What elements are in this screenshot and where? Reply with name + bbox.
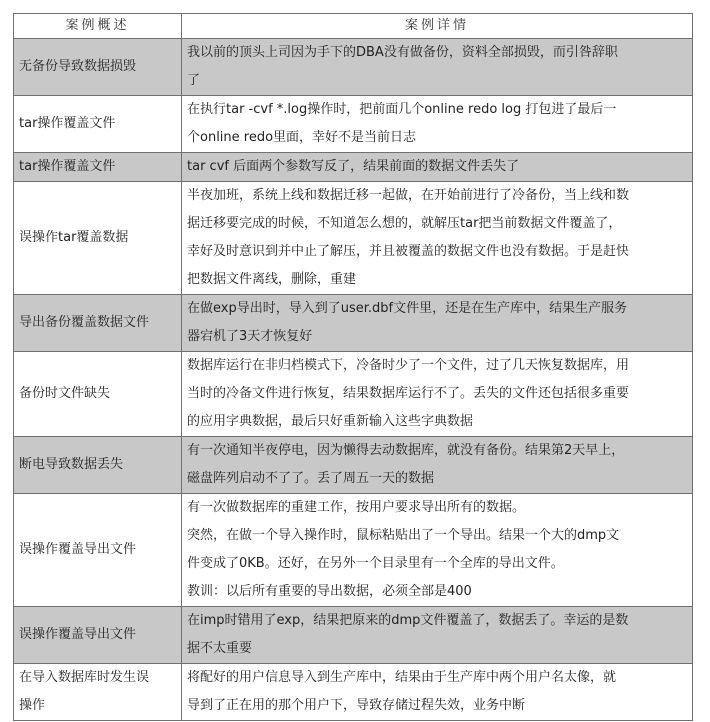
case-overview — [14, 494, 182, 607]
case-overview — [14, 607, 182, 664]
detail-line: 据迁移要完成的时候，不知道怎么想的，就解压tar把当前数据文件覆盖了， — [187, 216, 622, 231]
overview-line: 操作 — [19, 698, 46, 713]
case-detail — [182, 295, 693, 352]
case-rows — [14, 39, 693, 721]
table-row — [14, 437, 693, 494]
detail-line: 在imp时错用了exp，结果把原来的dmp文件覆盖了，数据丢了。幸运的是数 — [187, 613, 629, 628]
case-detail — [182, 664, 693, 721]
case-overview — [14, 437, 182, 494]
detail-line: tar cvf 后面两个参数写反了，结果前面的数据文件丢失了 — [187, 159, 520, 174]
detail-line: 有一次通知半夜停电，因为懒得去动数据库，就没有备份。结果第2天早上， — [187, 443, 625, 458]
detail-line: 导到了正在用的那个用户下，导致存储过程失效，业务中断 — [187, 698, 526, 713]
detail-line: 个online redo里面，幸好不是当前日志 — [187, 130, 417, 145]
header-row — [14, 14, 693, 39]
table-row — [14, 39, 693, 96]
header-overview: 案例概述 — [14, 14, 182, 39]
detail-line: 我以前的顶头上司因为手下的DBA没有做备份，资料全部损毁，而引咎辞职 — [187, 45, 618, 60]
detail-line: 器宕机了3天才恢复好 — [187, 329, 313, 344]
overview-line: tar操作覆盖文件 — [19, 116, 116, 131]
case-overview — [14, 39, 182, 96]
table-row — [14, 153, 693, 182]
overview-line: tar操作覆盖文件 — [19, 159, 116, 174]
detail-line: 突然，在做一个导入操作时，鼠标粘贴出了一个导出。结果一个大的dmp文 — [187, 528, 620, 543]
overview-line: 在导入数据库时发生误 — [19, 670, 150, 685]
case-detail — [182, 437, 693, 494]
table-row — [14, 96, 693, 153]
detail-line: 件变成了0KB。还好，在另外一个目录里有一个全库的导出文件。 — [187, 556, 564, 571]
case-overview — [14, 352, 182, 437]
detail-line: 将配好的用户信息导入到生产库中，结果由于生产库中两个用户名太像，就 — [187, 670, 617, 685]
case-overview — [14, 182, 182, 295]
detail-line: 当时的冷备文件进行恢复，结果数据库运行不了。丢失的文件还包括很多重要 — [187, 386, 630, 401]
detail-line: 磁盘阵列启动不了了。丢了周五一天的数据 — [187, 471, 435, 486]
overview-line: 备份时文件缺失 — [19, 386, 111, 401]
table-row — [14, 295, 693, 352]
overview-line: 无备份导致数据损毁 — [19, 59, 137, 74]
detail-line: 数据库运行在非归档模式下，冷备时少了一个文件，过了几天恢复数据库，用 — [187, 358, 630, 373]
detail-line: 在执行tar -cvf *.log操作时，把前面几个online redo log 打包进了最后一 — [187, 102, 617, 117]
detail-line: 的应用字典数据，最后只好重新输入这些字典数据 — [187, 414, 474, 429]
table-row — [14, 182, 693, 295]
table-row — [14, 607, 693, 664]
table-row — [14, 664, 693, 721]
overview-line: 导出备份覆盖数据文件 — [19, 315, 150, 330]
header-detail: 案例详情 — [182, 14, 693, 39]
detail-line: 据不太重要 — [187, 641, 253, 656]
case-detail — [182, 39, 693, 96]
case-detail — [182, 153, 693, 182]
detail-line: 了 — [187, 73, 201, 88]
overview-line: 误操作tar覆盖数据 — [19, 230, 129, 245]
case-overview — [14, 295, 182, 352]
case-table — [13, 13, 693, 721]
detail-line: 有一次做数据库的重建工作，按用户要求导出所有的数据。 — [187, 500, 526, 515]
table-row — [14, 494, 693, 607]
case-overview — [14, 664, 182, 721]
table-row — [14, 352, 693, 437]
case-detail — [182, 96, 693, 153]
detail-line: 在做exp导出时，导入到了user.dbf文件里，还是在生产库中，结果生产服务 — [187, 301, 628, 316]
detail-line: 教训：以后所有重要的导出数据，必须全部是400 — [187, 584, 472, 599]
case-detail — [182, 607, 693, 664]
detail-line: 幸好及时意识到并中止了解压，并且被覆盖的数据文件也没有数据。于是赶快 — [187, 244, 630, 259]
case-detail — [182, 494, 693, 607]
overview-line: 断电导致数据丢失 — [19, 457, 124, 472]
case-overview — [14, 153, 182, 182]
overview-line: 误操作覆盖导出文件 — [19, 627, 137, 642]
case-detail — [182, 352, 693, 437]
detail-line: 把数据文件离线，删除，重建 — [187, 272, 357, 287]
case-overview — [14, 96, 182, 153]
overview-line: 误操作覆盖导出文件 — [19, 542, 137, 557]
detail-line: 半夜加班，系统上线和数据迁移一起做，在开始前进行了冷备份，当上线和数 — [187, 188, 630, 203]
case-detail — [182, 182, 693, 295]
